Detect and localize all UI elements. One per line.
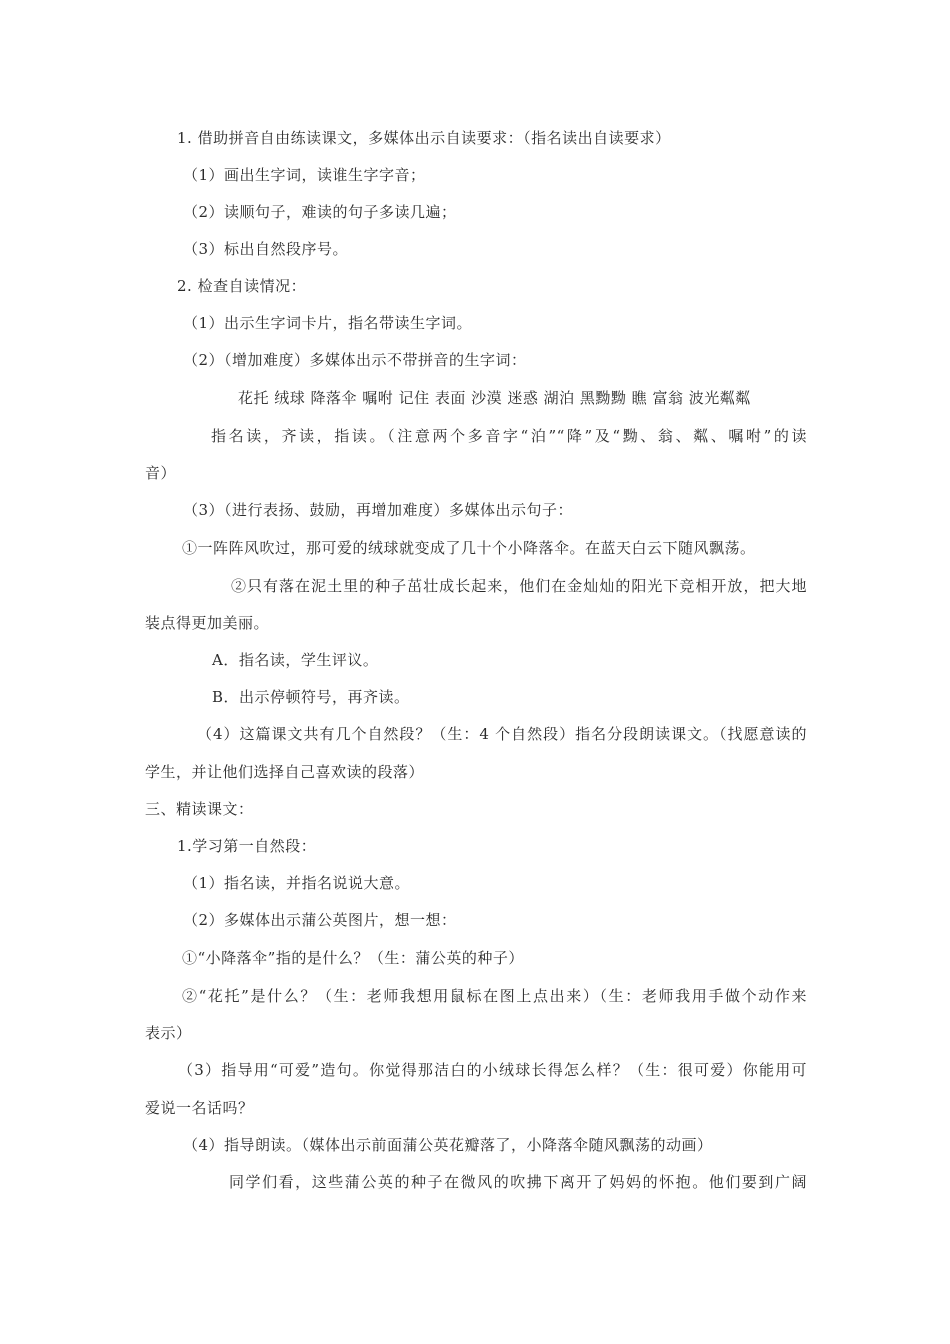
question-2: ②“花托”是什么？（生：老师我想用鼠标在图上点出来）（生：老师我用手做个动作来 <box>182 987 807 1005</box>
section-heading: 三、精读课文： <box>145 800 254 818</box>
requirement-3: （3）标出自然段序号。 <box>183 240 349 258</box>
check-item-2: （2）（增加难度）多媒体出示不带拼音的生字词： <box>183 351 527 369</box>
paragraph-line: 音） <box>145 464 177 482</box>
step-heading: 1.学习第一自然段： <box>177 837 317 855</box>
option-a: A．指名读，学生评议。 <box>212 651 379 669</box>
vocabulary-list: 花托 绒球 降落伞 嘱咐 记住 表面 沙漠 迷惑 湖泊 黑黝黝 瞧 富翁 波光粼粼 <box>238 389 751 407</box>
check-item-4: （4）这篇课文共有几个自然段？（生：4 个自然段）指名分段朗读课文。（找愿意读的 <box>197 725 807 743</box>
paragraph-line: 指名读，齐读，指读。（注意两个多音字“泊”“降”及“黝、翁、粼、嘱咐”的读 <box>211 427 807 445</box>
question-1: ①“小降落伞”指的是什么？（生：蒲公英的种子） <box>182 949 524 967</box>
list-item: （4）指导朗读。（媒体出示前面蒲公英花瓣落了，小降落伞随风飘荡的动画） <box>183 1136 713 1154</box>
step-1-heading: 1. 借助拼音自由练读课文，多媒体出示自读要求：（指名读出自读要求） <box>177 129 671 147</box>
list-item: （1）指名读，并指名说说大意。 <box>183 874 411 892</box>
list-item: （3）指导用“可爱”造句。你觉得那洁白的小绒球长得怎么样？（生：很可爱）你能用可 <box>178 1061 807 1079</box>
list-item: （2）多媒体出示蒲公英图片，想一想： <box>183 911 457 929</box>
check-item-3: （3）（进行表扬、鼓励，再增加难度）多媒体出示句子： <box>183 501 574 519</box>
sentence-2: ②只有落在泥土里的种子茁壮成长起来，他们在金灿灿的阳光下竞相开放，把大地 <box>231 577 807 595</box>
requirement-2: （2）读顺句子，难读的句子多读几遍； <box>183 203 457 221</box>
paragraph-line: 表示） <box>145 1024 192 1042</box>
option-b: B．出示停顿符号，再齐读。 <box>212 688 410 706</box>
paragraph-line: 同学们看，这些蒲公英的种子在微风的吹拂下离开了妈妈的怀抱。他们要到广阔 <box>229 1173 807 1191</box>
sentence-1: ①一阵阵风吹过，那可爱的绒球就变成了几十个小降落伞。在蓝天白云下随风飘荡。 <box>182 539 756 557</box>
requirement-1: （1）画出生字词，读谁生字字音； <box>183 166 426 184</box>
check-item-1: （1）出示生字词卡片，指名带读生字词。 <box>183 314 473 332</box>
paragraph-line: 装点得更加美丽。 <box>145 614 270 632</box>
paragraph-line: 爱说一名话吗？ <box>145 1099 254 1117</box>
step-2-heading: 2. 检查自读情况： <box>177 277 307 295</box>
paragraph-line: 学生，并让他们选择自己喜欢读的段落） <box>145 763 425 781</box>
